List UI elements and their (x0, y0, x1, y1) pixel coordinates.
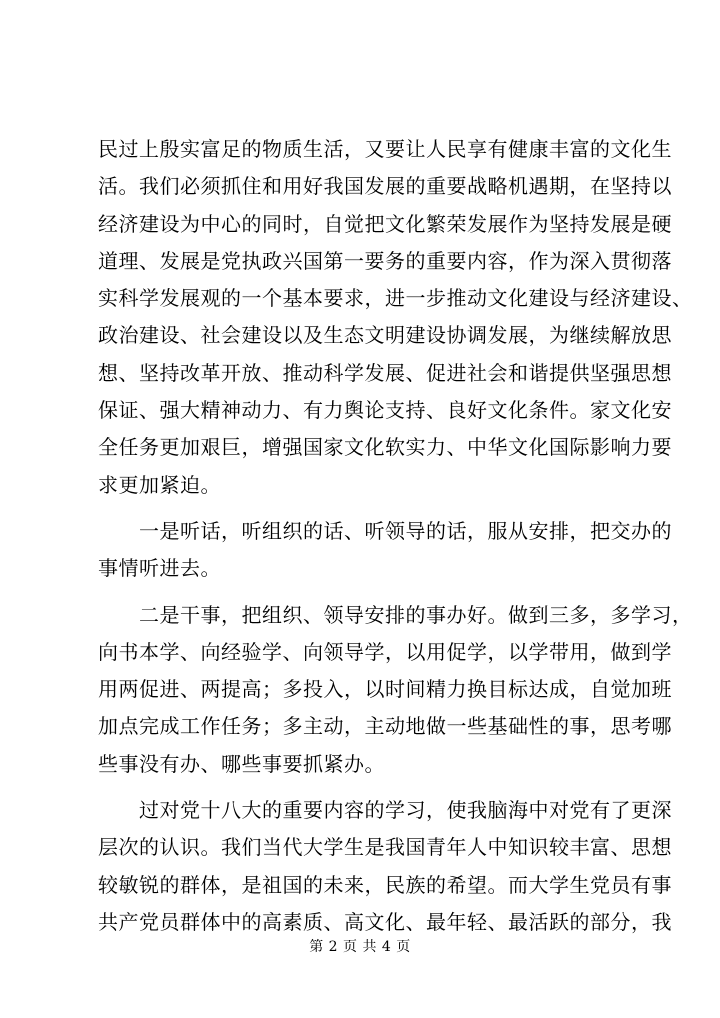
paragraph-4 (98, 792, 672, 941)
text-line: 较敏锐的群体，是祖国的未来，民族的希望。而大学生党员有事 (98, 872, 672, 897)
text-line: 民过上殷实富足的物质生活，又要让人民享有健康丰富的文化生 (98, 137, 672, 161)
text-line: 道理、发展是党执政兴国第一要务的重要内容，作为深入贯彻落 (98, 248, 672, 273)
body-text (98, 131, 693, 941)
text-line: 共产党员群体中的高素质、高文化、最年轻、最活跃的部分，我 (98, 909, 672, 934)
text-line: 经济建设为中心的同时，自觉把文化繁荣发展作为坚持发展是硬 (98, 211, 672, 236)
paragraph-2 (98, 513, 672, 588)
paragraph-3 (98, 597, 693, 783)
text-line: 向书本学、向经验学、向领导学，以用促学，以学带用，做到学 (98, 639, 672, 664)
text-line: 想、坚持改革开放、推动科学发展、促进社会和谐提供坚强思想 (98, 360, 672, 385)
text-line: 用两促进、两提高；多投入，以时间精力换目标达成，自觉加班 (98, 677, 672, 702)
paragraph-1 (98, 131, 693, 504)
text-line: 些事没有办、哪些事要抓紧办。 (98, 751, 385, 776)
text-line: 活。我们必须抓住和用好我国发展的重要战略机遇期，在坚持以 (98, 174, 672, 199)
text-line: 加点完成工作任务；多主动，主动地做一些基础性的事，思考哪 (98, 714, 672, 739)
text-line: 政治建设、社会建设以及生态文明建设协调发展，为继续解放思 (98, 323, 672, 348)
paragraph-spacing (98, 504, 638, 513)
paragraph-spacing (98, 783, 638, 792)
text-line: 一是听话，听组织的话、听领导的话，服从安排，把交办的 (98, 518, 672, 543)
text-line: 保证、强大精神动力、有力舆论支持、良好文化条件。家文化安 (98, 398, 672, 423)
text-line: 实科学发展观的一个基本要求，进一步推动文化建设与经济建设、 (98, 286, 693, 311)
text-line: 事情听进去。 (98, 556, 221, 581)
text-line: 求更加紧迫。 (98, 472, 221, 497)
text-line: 层次的认识。我们当代大学生是我国青年人中知识较丰富、思想 (98, 835, 672, 860)
text-line: 全任务更加艰巨，增强国家文化软实力、中华文化国际影响力要 (98, 435, 672, 460)
text-line: 过对党十八大的重要内容的学习，使我脑海中对党有了更深 (98, 798, 672, 823)
paragraph-spacing (98, 588, 638, 597)
text-line: 二是干事，把组织、领导安排的事办好。做到三多，多学习， (98, 602, 693, 627)
page-footer: 第 2 页 共 4 页 (309, 939, 411, 955)
